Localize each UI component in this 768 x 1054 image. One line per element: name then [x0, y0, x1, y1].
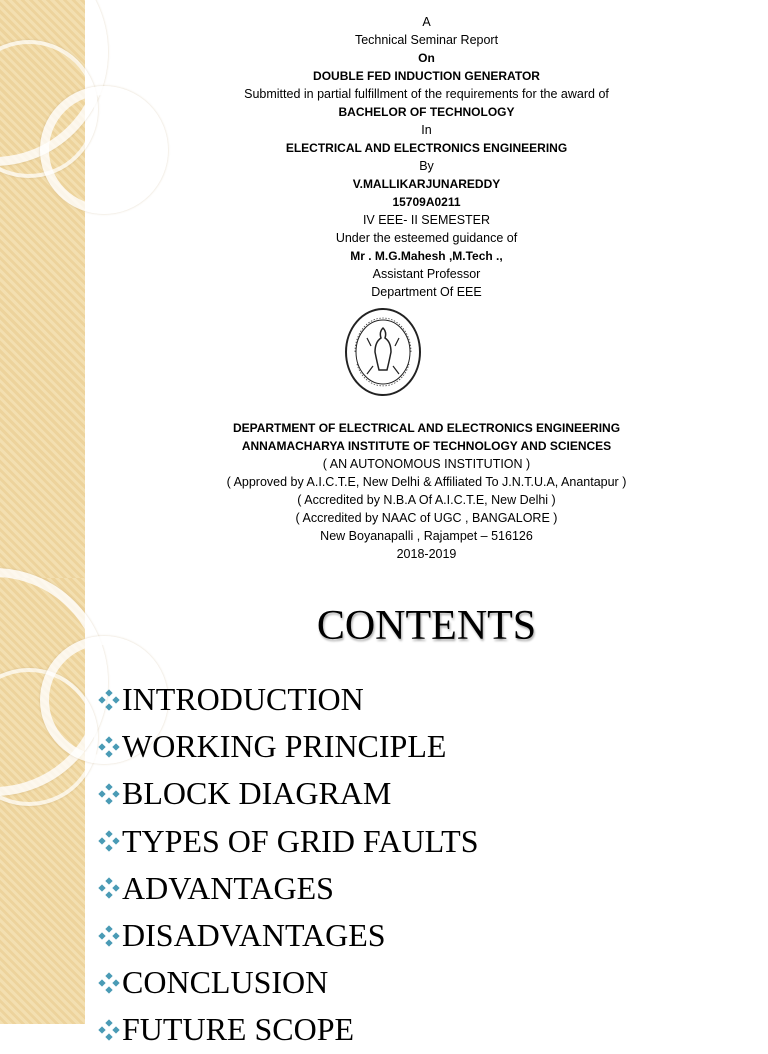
institution-line: New Boyanapalli , Rajampet – 516126: [320, 529, 533, 543]
institution-line: 2018-2019: [396, 547, 457, 561]
institution-line: DEPARTMENT OF ELECTRICAL AND ELECTRONICS ENGINEERING: [232, 421, 621, 435]
title-line: ELECTRICAL AND ELECTRONICS ENGINEERING: [285, 141, 568, 155]
diamond-bullet-icon: [100, 691, 118, 709]
title-line: Submitted in partial fulfillment of the requirements for the award of: [244, 87, 609, 101]
title-line: Technical Seminar Report: [354, 33, 499, 47]
contents-list-item: [100, 770, 479, 817]
title-line: Under the esteemed guidance of: [335, 231, 518, 245]
institution-line: ( Accredited by NAAC of UGC , BANGALORE ): [295, 511, 558, 525]
title-line: A: [422, 15, 431, 29]
title-line: DOUBLE FED INDUCTION GENERATOR: [313, 69, 540, 83]
institution-line: ( AN AUTONOMOUS INSTITUTION ): [322, 457, 531, 471]
contents-title: CONTENTS: [316, 603, 537, 649]
decorative-side-band: [0, 0, 85, 578]
diamond-bullet-icon: [100, 832, 118, 850]
title-line: 15709A0211: [392, 195, 461, 209]
title-line: V.MALLIKARJUNAREDDY: [352, 177, 501, 191]
title-line: On: [418, 51, 435, 65]
diamond-bullet-icon: [100, 974, 118, 992]
contents-list-item: [100, 865, 479, 912]
diamond-bullet-icon: [100, 879, 118, 897]
title-line: In: [421, 123, 432, 137]
contents-slide: [0, 578, 768, 1048]
decorative-side-band: [0, 578, 85, 1024]
contents-list-item: [100, 912, 479, 959]
title-line: Mr . M.G.Mahesh ,M.Tech .,: [350, 249, 503, 263]
college-seal-logo: [343, 306, 423, 398]
title-line: Department Of EEE: [371, 285, 482, 299]
institution-block: [85, 419, 768, 563]
contents-item-label: TYPES OF GRID FAULTS: [122, 822, 479, 859]
contents-list-item: [100, 676, 479, 723]
report-title-block: [85, 13, 768, 301]
contents-list-item: [100, 1006, 479, 1053]
title-line: BACHELOR OF TECHNOLOGY: [338, 105, 515, 119]
contents-item-label: FUTURE SCOPE: [122, 1011, 355, 1048]
contents-list-item: [100, 723, 479, 770]
title-line: Assistant Professor: [372, 267, 481, 281]
title-line: IV EEE- II SEMESTER: [362, 213, 491, 227]
contents-item-label: BLOCK DIAGRAM: [122, 775, 392, 812]
contents-list: [100, 676, 479, 1054]
contents-list-item: [100, 959, 479, 1006]
contents-item-label: INTRODUCTION: [122, 681, 364, 717]
institution-line: ANNAMACHARYA INSTITUTE OF TECHNOLOGY AND SCIENCES: [241, 439, 612, 453]
institution-line: ( Approved by A.I.C.T.E, New Delhi & Affiliated To J.N.T.U.A, Anantapur ): [226, 475, 627, 489]
diamond-bullet-icon: [100, 738, 118, 756]
title-line: By: [419, 159, 434, 173]
diamond-bullet-icon: [100, 927, 118, 945]
institution-line: ( Accredited by N.B.A Of A.I.C.T.E, New Delhi ): [297, 493, 556, 507]
contents-item-label: ADVANTAGES: [122, 869, 334, 906]
diamond-bullet-icon: [100, 1021, 118, 1039]
contents-list-item: [100, 818, 479, 865]
contents-item-label: CONCLUSION: [122, 964, 329, 1001]
contents-item-label: DISADVANTAGES: [122, 917, 386, 954]
contents-item-label: WORKING PRINCIPLE: [122, 728, 447, 765]
diamond-bullet-icon: [100, 785, 118, 803]
